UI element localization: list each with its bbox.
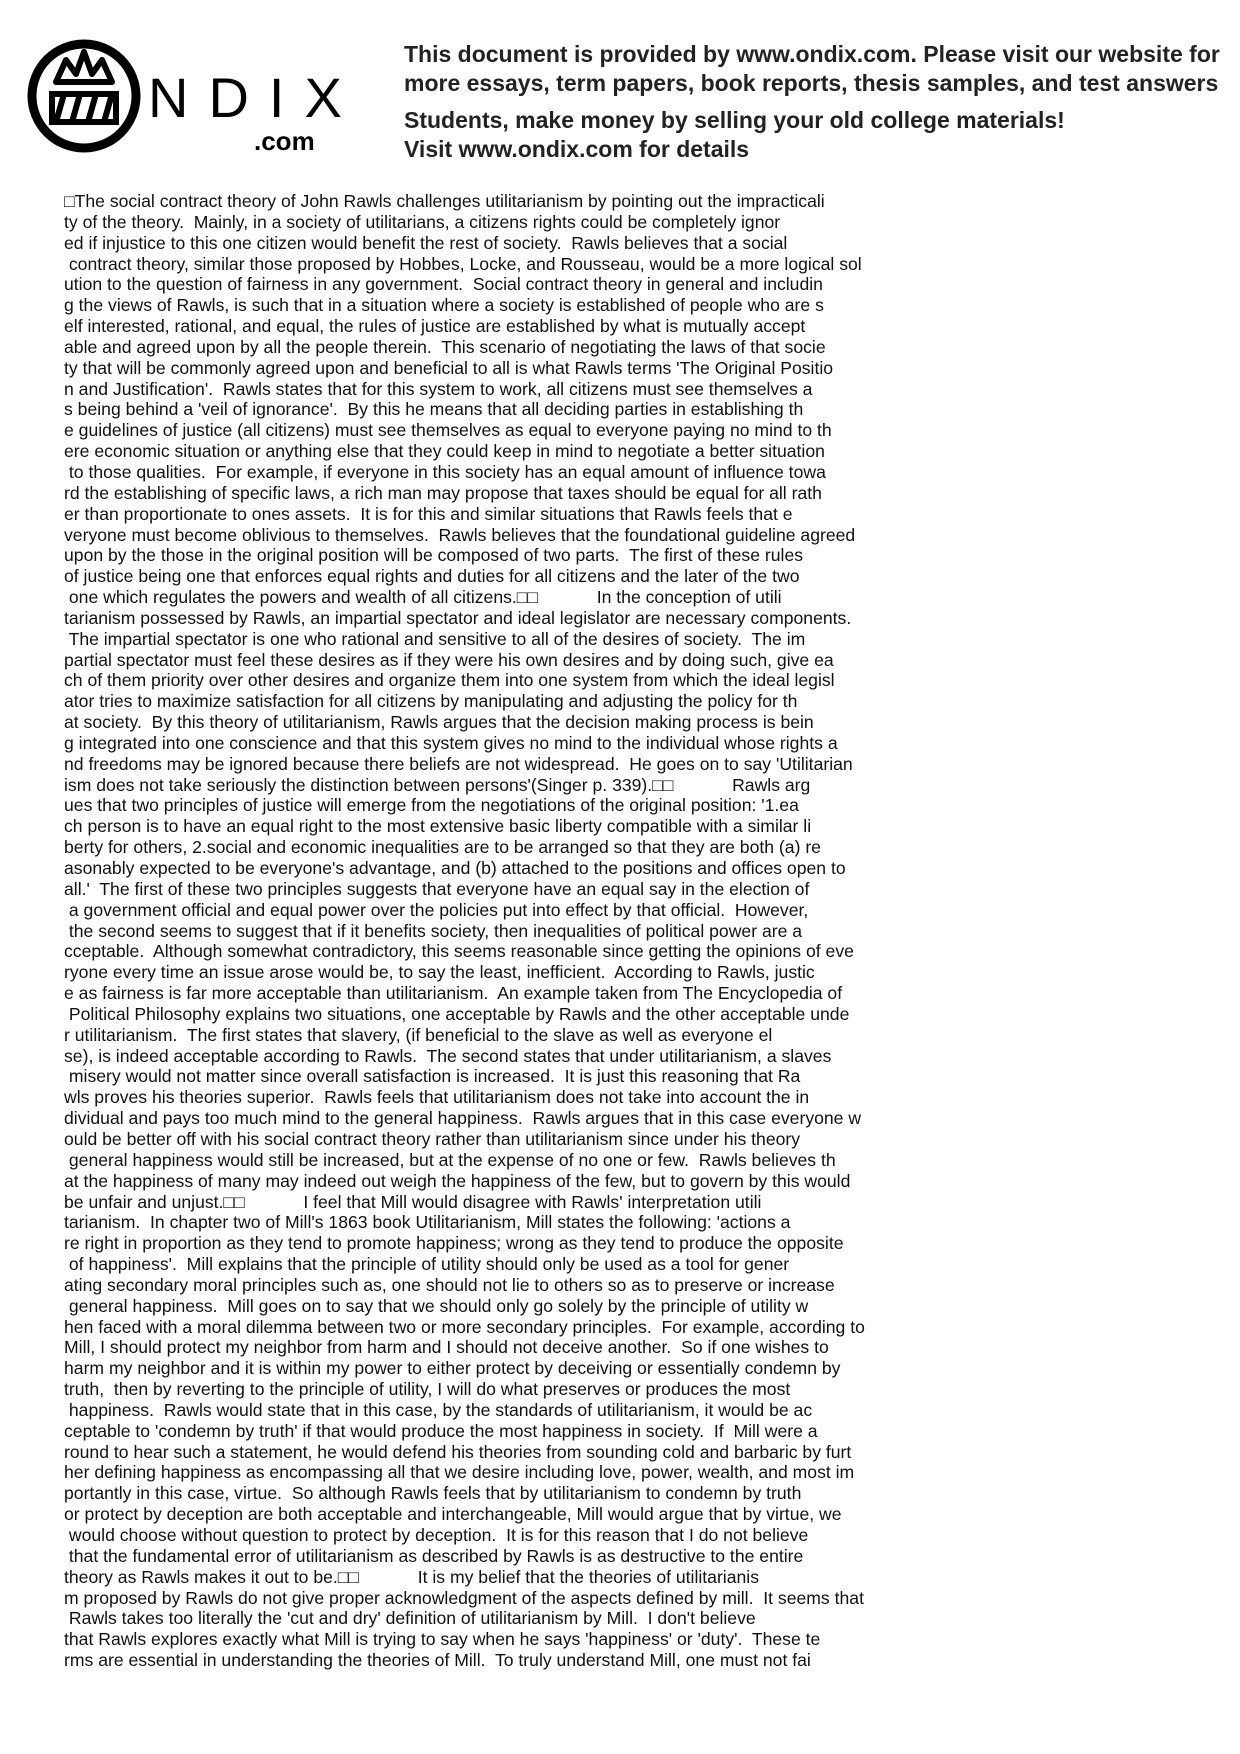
logo-domain: .com: [254, 126, 315, 156]
essay-line: a government official and equal power over the policies put into effect by that official. However,: [64, 899, 809, 920]
essay-line: ere economic situation or anything else that they could keep in mind to negotiate a better situation: [64, 441, 825, 462]
essay-line: ryone every time an issue arose would be, to say the least, inefficient. According to Rawls, justic: [64, 962, 815, 983]
essay-line: hen faced with a moral dilemma between two or more secondary principles. For example, according to: [64, 1316, 865, 1337]
essay-line: ty that will be commonly agreed upon and beneficial to all is what Rawls terms 'The Original Positio: [64, 357, 834, 378]
ondix-crown-logo-icon: [26, 38, 142, 154]
essay-line: that the fundamental error of utilitarianism as described by Rawls is as destructive to the entire: [64, 1545, 804, 1566]
essay-line: berty for others, 2.social and economic inequalities are to be arranged so that they are both (a) re: [64, 837, 821, 858]
essay-line: m proposed by Rawls do not give proper acknowledgment of the aspects defined by mill. It seems that: [64, 1587, 864, 1608]
essay-line: tarianism. In chapter two of Mill's 1863 book Utilitarianism, Mill states the following: 'actions a: [64, 1212, 791, 1233]
essay-line: ism does not take seriously the distinction between persons'(Singer p. 339).□□ Rawls arg: [64, 774, 811, 795]
essay-line: ution to the question of fairness in any government. Social contract theory in general and includin: [64, 274, 823, 295]
essay-line: at society. By this theory of utilitarianism, Rawls argues that the decision making process is bein: [64, 712, 814, 733]
essay-line: of happiness'. Mill explains that the principle of utility should only be used as a tool for gener: [64, 1254, 790, 1275]
essay-line: ating secondary moral principles such as, one should not lie to others so as to preserve or increase: [64, 1274, 835, 1295]
essay-line: partial spectator must feel these desires as if they were his own desires and by doing such, give ea: [64, 649, 834, 670]
essay-line: Rawls takes too literally the 'cut and dry' definition of utilitarianism by Mill. I don't believe: [64, 1608, 756, 1629]
essay-line: rd the establishing of specific laws, a rich man may propose that taxes should be equal for all rath: [64, 482, 822, 503]
essay-line: truth, then by reverting to the principle of utility, I will do what preserves or produces the most: [64, 1379, 791, 1400]
essay-line: at the happiness of many may indeed out weigh the happiness of the few, but to govern by this would: [64, 1170, 851, 1191]
essay-line: able and agreed upon by all the people therein. This scenario of negotiating the laws of that socie: [64, 336, 826, 357]
essay-line: portantly in this case, virtue. So although Rawls feels that by utilitarianism to condemn by truth: [64, 1483, 802, 1504]
essay-line: r utilitarianism. The first states that slavery, (if beneficial to the slave as well as everyone el: [64, 1024, 773, 1045]
essay-line: ed if injustice to this one citizen would benefit the rest of society. Rawls believes that a social: [64, 232, 788, 253]
essay-line: nd freedoms may be ignored because there beliefs are not widespread. He goes on to say 'Utilitarian: [64, 753, 853, 774]
essay-line: her defining happiness as encompassing all that we desire including love, power, wealth, and most im: [64, 1462, 855, 1483]
essay-line: ator tries to maximize satisfaction for all citizens by manipulating and adjusting the policy for th: [64, 691, 798, 712]
promo-text: [404, 40, 1234, 164]
essay-line: general happiness. Mill goes on to say that we should only go solely by the principle of utility w: [64, 1295, 809, 1316]
page-header: [0, 0, 1240, 190]
essay-line: asonably expected to be everyone's advantage, and (b) attached to the positions and offices open to: [64, 858, 846, 878]
essay-line: harm my neighbor and it is within my power to either protect by deceiving or essentially condemn by: [64, 1358, 841, 1379]
essay-line: one which regulates the powers and wealth of all citizens.□□ In the conception of utili: [64, 587, 782, 608]
essay-line: Political Philosophy explains two situations, one acceptable by Rawls and the other acceptable unde: [64, 1003, 850, 1024]
essay-line: ues that two principles of justice will emerge from the negotiations of the original position: '1.ea: [64, 795, 799, 816]
essay-line: to those qualities. For example, if everyone in this society has an equal amount of influence towa: [64, 461, 826, 482]
essay-line: be unfair and unjust.□□ I feel that Mill would disagree with Rawls' interpretation utili: [64, 1191, 762, 1212]
essay-line: g the views of Rawls, is such that in a situation where a society is established of people who are s: [64, 295, 824, 316]
essay-line: theory as Rawls makes it out to be.□□ It is my belief that the theories of utilitarianis: [64, 1566, 759, 1587]
essay-line: e guidelines of justice (all citizens) must see themselves as equal to everyone paying no mind to th: [64, 420, 832, 441]
essay-line: round to hear such a statement, he would defend his theories from sounding cold and barbaric by furt: [64, 1441, 852, 1462]
essay-line: cceptable. Although somewhat contradictory, this seems reasonable since getting the opinions of eve: [64, 941, 854, 962]
essay-line: s being behind a 'veil of ignorance'. By this he means that all deciding parties in establishing th: [64, 399, 804, 420]
essay-line: dividual and pays too much mind to the general happiness. Rawls argues that in this case everyone w: [64, 1108, 862, 1129]
essay-line: er than proportionate to ones assets. It is for this and similar situations that Rawls feels that e: [64, 503, 793, 524]
essay-body: [64, 191, 1064, 1671]
essay-line: of justice being one that enforces equal rights and duties for all citizens and the later of the two: [64, 566, 800, 587]
essay-line: or protect by deception are both acceptable and interchangeable, Mill would argue that by virtue, we: [64, 1504, 842, 1525]
essay-line: happiness. Rawls would state that in this case, by the standards of utilitarianism, it would be ac: [64, 1399, 813, 1420]
essay-line: upon by the those in the original position will be composed of two parts. The first of these rules: [64, 545, 804, 566]
logo-wordmark: NDIX: [148, 66, 362, 129]
essay-line: wls proves his theories superior. Rawls feels that utilitarianism does not take into account the in: [64, 1087, 810, 1108]
essay-line: ch person is to have an equal right to the most extensive basic liberty compatible with a similar li: [64, 816, 812, 837]
promo-line: Visit www.ondix.com for details: [404, 136, 750, 162]
essay-line: misery would not matter since overall satisfaction is increased. It is just this reasoning that Ra: [64, 1066, 801, 1087]
essay-line: Mill, I should protect my neighbor from harm and I should not deceive another. So if one wishes to: [64, 1337, 829, 1358]
essay-line: would choose without question to protect by deception. It is for this reason that I do not believe: [64, 1525, 809, 1545]
promo-line: Students, make money by selling your old college materials!: [404, 107, 1065, 133]
essay-line: ty of the theory. Mainly, in a society of utilitarians, a citizens rights could be completely ignor: [64, 211, 781, 232]
essay-line: veryone must become oblivious to themselves. Rawls believes that the foundational guideline agreed: [64, 524, 856, 545]
essay-line: re right in proportion as they tend to promote happiness; wrong as they tend to produce the opposite: [64, 1233, 844, 1254]
promo-line: This document is provided by www.ondix.com. Please visit our website for: [404, 41, 1220, 67]
essay-line: the second seems to suggest that if it benefits society, then inequalities of political power are a: [64, 920, 803, 941]
essay-line: rms are essential in understanding the theories of Mill. To truly understand Mill, one must not fai: [64, 1650, 811, 1671]
essay-line: ceptable to 'condemn by truth' if that would produce the most happiness in society. If Mill were a: [64, 1420, 818, 1441]
essay-line: The impartial spectator is one who rational and sensitive to all of the desires of society. The im: [64, 628, 806, 649]
essay-line: n and Justification'. Rawls states that for this system to work, all citizens must see themselves a: [64, 378, 813, 399]
essay-line: contract theory, similar those proposed by Hobbes, Locke, and Rousseau, would be a more logical sol: [64, 253, 862, 274]
essay-line: g integrated into one conscience and that this system gives no mind to the individual whose rights a: [64, 732, 838, 753]
promo-line: more essays, term papers, book reports, thesis samples, and test answers: [404, 70, 1219, 96]
essay-line: tarianism possessed by Rawls, an impartial spectator and ideal legislator are necessary components.: [64, 607, 852, 628]
essay-line: □The social contract theory of John Rawls challenges utilitarianism by pointing out the impracticali: [64, 191, 825, 211]
essay-line: ch of them priority over other desires and organize them into one system from which the ideal legisl: [64, 670, 835, 691]
essay-line: that Rawls explores exactly what Mill is trying to say when he says 'happiness' or 'duty'. These te: [64, 1629, 821, 1650]
essay-line: general happiness would still be increased, but at the expense of no one or few. Rawls believes th: [64, 1149, 836, 1170]
essay-line: ould be better off with his social contract theory rather than utilitarianism since under his theory: [64, 1128, 801, 1149]
essay-line: elf interested, rational, and equal, the rules of justice are established by what is mutually accept: [64, 316, 806, 337]
essay-line: all.' The first of these two principles suggests that everyone have an equal say in the election of: [64, 878, 810, 899]
essay-line: se), is indeed acceptable according to Rawls. The second states that under utilitarianism, a slaves: [64, 1045, 832, 1066]
essay-line: e as fairness is far more acceptable than utilitarianism. An example taken from The Encyclopedia of: [64, 983, 843, 1004]
